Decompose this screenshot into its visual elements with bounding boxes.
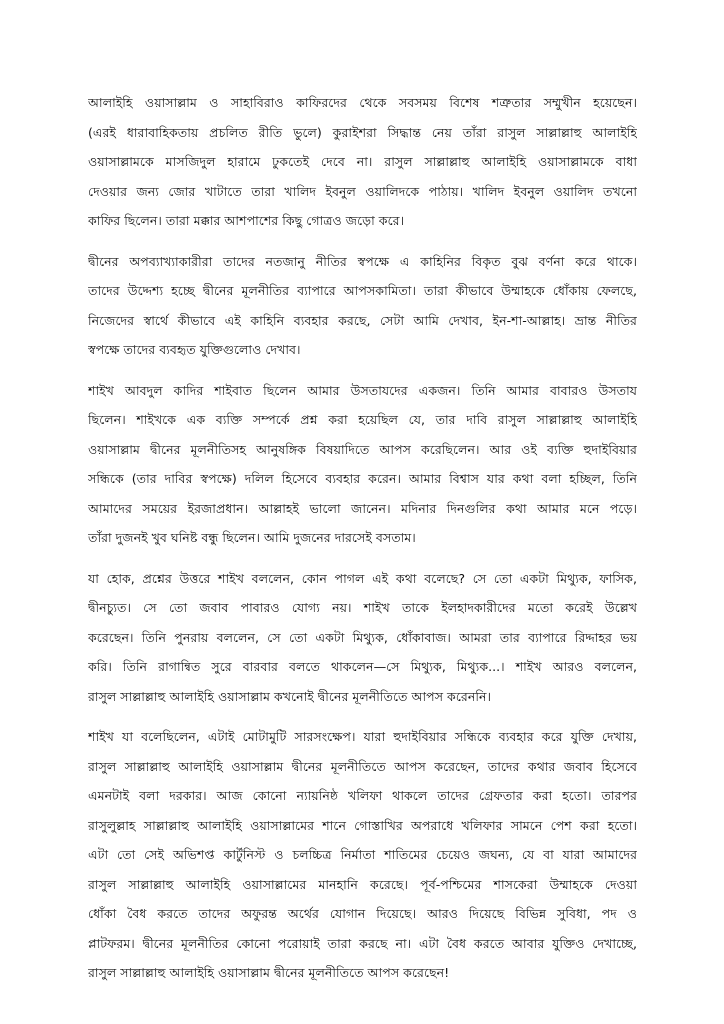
text-line: কাফির ছিলেন। তারা মক্কার আশপাশের কিছু গোত্রও জড়ো করে।: [88, 213, 405, 228]
paragraph-2: [88, 247, 637, 365]
text-line: স্বপক্ষে তাদের ব্যবহৃত যুক্তিগুলোও দেখাব।: [88, 342, 301, 357]
text-line: ছিলেন। শাইখকে এক ব্যক্তি সম্পর্কে প্রশ্ন করা হয়েছিল যে, তার দাবি রাসুল সাল্লাল্লাহু আলাইহি: [88, 412, 637, 427]
text-line: দ্বীনের অপব্যাখ্যাকারীরা তাদের নতজানু নীতির স্বপক্ষে এ কাহিনির বিকৃত বুঝ বর্ণনা করে থাকে।: [88, 253, 637, 269]
text-line: সন্ধিকে (তার দাবির স্বপক্ষে) দলিল হিসেবে ব্যবহার করেন। আমার বিশ্বাস যার কথা বলা হচ্ছিল, তিনি: [88, 471, 637, 486]
text-line: নিজেদের স্বার্থে কীভাবে এই কাহিনি ব্যবহার করছে, সেটা আমি দেখাব, ইন-শা-আল্লাহ। ভ্রান্ত নীতির: [88, 312, 637, 328]
paragraph-1: [88, 88, 637, 236]
document-page: [88, 88, 637, 999]
text-line: ওয়াসাল্লাম দ্বীনের মূলনীতিসহ আনুষঙ্গিক বিষয়াদিতে আপস করেছিলেন। আর ওই ব্যক্তি হুদাইবিয়ার: [88, 441, 637, 457]
text-line: এটা তো সেই অভিশপ্ত কার্টুনিস্ট ও চলচ্চিত্র নির্মাতা শাতিমের চেয়েও জঘন্য, যে বা যারা আমাদের: [88, 847, 637, 862]
text-line: ওয়াসাল্লামকে মাসজিদুল হারামে ঢুকতেই দেবে না। রাসুল সাল্লাল্লাহু আলাইহি ওয়াসাল্লামকে বাধা: [88, 154, 637, 169]
text-line: করি। তিনি রাগান্বিত সুরে বারবার বলতে থাকলেন—সে মিথ্যুক, মিথ্যুক...। শাইখ আরও বললেন,: [88, 659, 637, 674]
text-line: শাইখ আবদুল কাদির শাইবাত ছিলেন আমার উসতাযদের একজন। তিনি আমার বাবারও উসতায: [88, 382, 637, 398]
text-line: প্লাটফরম। দ্বীনের মূলনীতির কোনো পরোয়াই তারা করছে না। এটা বৈধ করতে আবার যুক্তিও দেখাচ্ছে,: [88, 935, 637, 951]
text-line: (এরই ধারাবাহিকতায় প্রচলিত রীতি ভুলে) কুরাইশরা সিদ্ধান্ত নেয় তাঁরা রাসুল সাল্লাল্লাহু আলাইহি: [88, 124, 637, 140]
text-line: তাদের উদ্দেশ্য হচ্ছে দ্বীনের মূলনীতির ব্যাপারে আপসকামিতা। তারা কীভাবে উম্মাহকে ধোঁকায় ফেলছে,: [88, 283, 637, 298]
text-line: করেছেন। তিনি পুনরায় বললেন, সে তো একটা মিথ্যুক, ধোঁকাবাজ। আমরা তার ব্যাপারে রিদ্দাহর ভয়: [88, 629, 637, 645]
text-line: আমাদের সময়ের ইরজাপ্রধান। আল্লাহই ভালো জানেন। মদিনার দিনগুলির কথা আমার মনে পড়ে।: [88, 500, 637, 516]
text-line: ধোঁকা বৈধ করতে তাদের অফুরন্ত অর্থের যোগান দিয়েছে। আরও দিয়েছে বিভিন্ন সুবিধা, পদ ও: [88, 906, 637, 921]
paragraph-4: [88, 564, 637, 712]
text-line: তাঁরা দুজনই খুব ঘনিষ্ট বন্ধু ছিলেন। আমি দুজনের দারসেই বসতাম।: [88, 530, 416, 545]
text-line: এমনটাই বলা দরকার। আজ কোনো ন্যায়নিষ্ঠ খলিফা থাকলে তাদের গ্রেফতার করা হতো। তারপর: [88, 788, 637, 803]
text-line: শাইখ যা বলেছিলেন, এটাই মোটামুটি সারসংক্ষেপ। যারা হুদাইবিয়ার সন্ধিকে ব্যবহার করে যুক্তি দেখায়,: [88, 729, 637, 744]
text-line: দ্বীনচ্যুত। সে তো জবাব পাবারও যোগ্য নয়। শাইখ তাকে ইলহাদকারীদের মতো করেই উল্লেখ: [88, 600, 637, 615]
text-line: আলাইহি ওয়াসাল্লাম ও সাহাবিরাও কাফিরদের থেকে সবসময় বিশেষ শত্রুতার সম্মুখীন হয়েছেন।: [88, 95, 637, 110]
text-line: রাসুল সাল্লাল্লাহু আলাইহি ওয়াসাল্লামের মানহানি করেছে। পূর্ব-পশ্চিমের শাসকেরা উম্মাহকে দেওয়া: [88, 876, 637, 892]
text-line: রাসুলুল্লাহ সাল্লাল্লাহু আলাইহি ওয়াসাল্লামের শানে গোস্তাখির অপরাধে খলিফার সামনে পেশ করা হতো।: [88, 817, 637, 833]
paragraph-5: [88, 722, 637, 988]
text-line: দেওয়ার জন্য জোর খাটাতে তারা খালিদ ইবনুল ওয়ালিদকে পাঠায়। খালিদ ইবনুল ওয়ালিদ তখনো: [88, 183, 637, 199]
text-line: রাসুল সাল্লাল্লাহু আলাইহি ওয়াসাল্লাম দ্বীনের মূলনীতিতে আপস করেছেন, তাদের কথার জবাব হিসেবে: [88, 758, 637, 774]
text-line: যা হোক, প্রশ্নের উত্তরে শাইখ বললেন, কোন পাগল এই কথা বলেছে? সে তো একটা মিথ্যুক, ফাসিক,: [88, 570, 637, 586]
paragraph-3: [88, 376, 637, 553]
text-line: রাসুল সাল্লাল্লাহু আলাইহি ওয়াসাল্লাম কখনোই দ্বীনের মূলনীতিতে আপস করেননি।: [88, 688, 491, 704]
text-line: রাসুল সাল্লাল্লাহু আলাইহি ওয়াসাল্লাম দ্বীনের মূলনীতিতে আপস করেছেন!: [88, 965, 450, 980]
